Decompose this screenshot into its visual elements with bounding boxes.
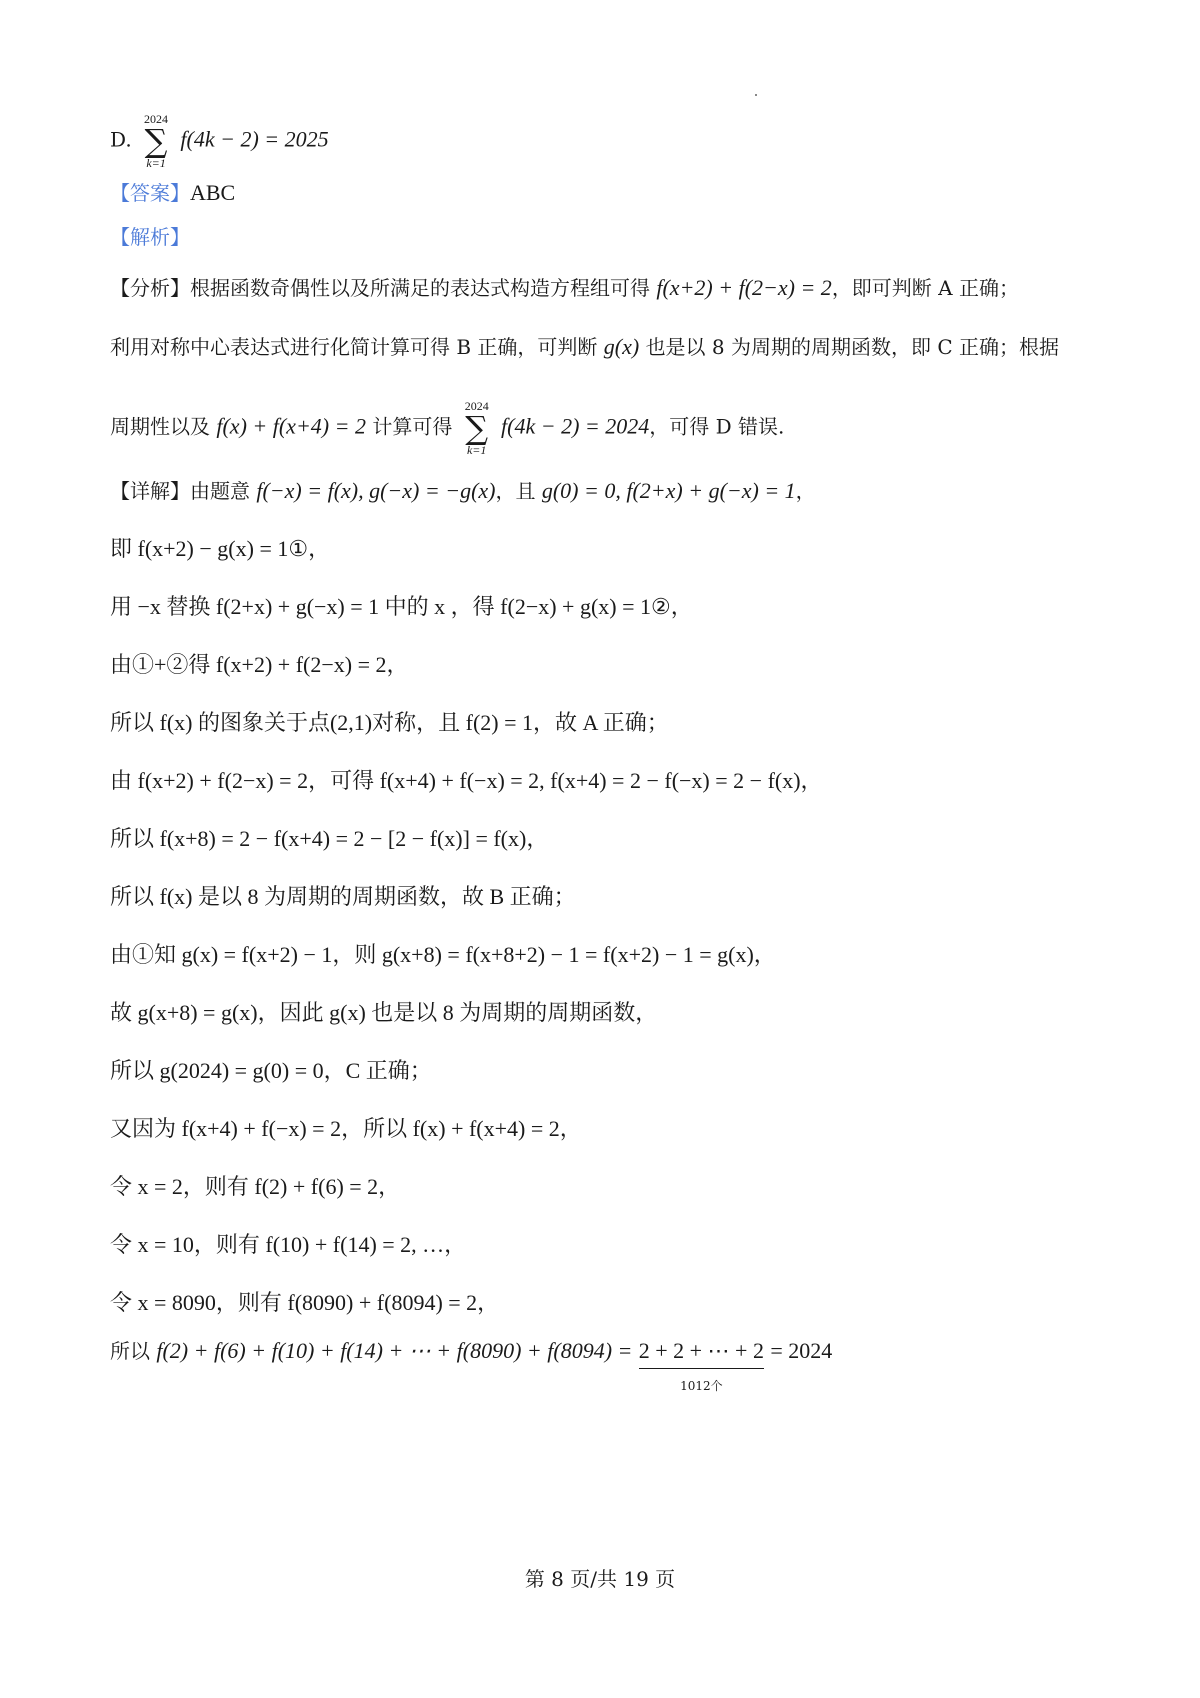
analysis-math-3: f(x) + f(x+4) = 2 (216, 413, 366, 439)
analysis-line-1 (110, 273, 1019, 303)
page-footer: 第 8 页/共 19 页 (524, 1567, 676, 1591)
analysis-text-3b: 计算可得 (372, 414, 453, 439)
detail-text-1b: ，且 (495, 479, 536, 503)
analysis-tag: 【解析】 (110, 225, 190, 249)
detail-text-1a: 由题意 (190, 479, 250, 503)
analysis-text-3a: 周期性以及 (110, 414, 210, 439)
analysis-math-2: g(x) (603, 334, 640, 359)
analysis-line-3 (110, 400, 784, 456)
detail-line-4: 由①+②得 f(x+2) + f(2−x) = 2， (110, 652, 409, 677)
detail-line-6: 由 f(x+2) + f(2−x) = 2，可得 f(x+4) + f(−x) = 2, f(x+4) = 2 − f(−x) = 2 − f(x)， (110, 768, 823, 793)
underbrace (639, 1336, 764, 1401)
option-d-label: D. (110, 127, 132, 152)
analysis-text-1: 根据函数奇偶性以及所满足的表达式构造方程组可得 (190, 276, 650, 300)
detail-text-1c: ， (795, 479, 816, 503)
sum-lower-limit: k=1 (146, 156, 166, 170)
option-d-expression: f(4k − 2) = 2025 (180, 126, 329, 152)
sum-upper-limit: 2024 (144, 112, 169, 126)
detail-line-8: 所以 f(x) 是以 8 为周期的周期函数，故 B 正确； (110, 884, 576, 909)
detail-line-14: 令 x = 10，则有 f(10) + f(14) = 2, …， (110, 1232, 467, 1257)
detail-line-10: 故 g(x+8) = g(x)，因此 g(x) 也是以 8 为周期的周期函数， (110, 1000, 658, 1025)
detail-line-9: 由①知 g(x) = f(x+2) − 1，则 g(x+8) = f(x+8+2) − 1 = f(x+2) − 1 = g(x)， (110, 942, 776, 967)
detail-line-16 (110, 1336, 832, 1401)
answer-line (110, 178, 235, 208)
detail-line-13: 令 x = 2，则有 f(2) + f(6) = 2， (110, 1174, 401, 1199)
sum2-lower-limit: k=1 (466, 443, 487, 457)
detail-math-1: f(−x) = f(x), g(−x) = −g(x) (256, 478, 496, 503)
detail-line-5: 所以 f(x) 的图象关于点(2,1)对称，且 f(2) = 1，故 A 正确； (110, 710, 669, 735)
detail-line-11: 所以 g(2024) = g(0) = 0，C 正确； (110, 1058, 432, 1083)
analysis-heading (110, 222, 190, 252)
detail-text-16a: 所以 (110, 1339, 150, 1363)
analysis-math-1: f(x+2) + f(2−x) = 2 (656, 275, 832, 300)
detail-line-15: 令 x = 8090，则有 f(8090) + f(8094) = 2， (110, 1290, 500, 1315)
sum-symbol: 2024 ∑ k=1 (144, 112, 169, 170)
scan-speck (755, 94, 757, 96)
detail-math-16: f(2) + f(6) + f(10) + f(14) + ⋯ + f(8090) + f(8094) = (156, 1338, 633, 1363)
detail-line-7: 所以 f(x+8) = 2 − f(x+4) = 2 − [2 − f(x)] = f(x)， (110, 826, 549, 851)
answer-value: ABC (190, 180, 236, 205)
detail-math-1b: g(0) = 0, f(2+x) + g(−x) = 1 (541, 478, 796, 503)
analysis-math-3b: f(4k − 2) = 2024 (501, 413, 650, 439)
sum2-upper-limit: 2024 (464, 399, 489, 413)
fenxi-tag: 【分析】 (110, 276, 190, 300)
detail-line-2: 即 f(x+2) − g(x) = 1①， (110, 536, 331, 561)
xiangjie-tag: 【详解】 (110, 479, 190, 503)
analysis-line-2 (110, 332, 1059, 362)
analysis-text-2b: 也是以 8 为周期的周期函数，即 C 正确；根据 (645, 335, 1060, 359)
detail-line-1 (110, 476, 816, 506)
detail-line-3: 用 −x 替换 f(2+x) + g(−x) = 1 中的 x ，得 f(2−x) + g(x) = 1②， (110, 594, 693, 619)
underbrace-label: 1012个 (639, 1368, 764, 1401)
analysis-tail-3: ，可得 D 错误. (649, 414, 785, 439)
answer-tag: 【答案】 (110, 181, 190, 205)
option-d (110, 113, 329, 169)
sum-symbol-2: 2024 ∑ k=1 (464, 399, 489, 457)
detail-line-12: 又因为 f(x+4) + f(−x) = 2，所以 f(x) + f(x+4) = 2， (110, 1116, 582, 1141)
detail-tail-16: = 2024 (770, 1338, 833, 1363)
underbrace-expression: 2 + 2 + ⋯ + 2 (638, 1338, 764, 1363)
analysis-tail-1: ，即可判断 A 正确； (831, 276, 1019, 300)
analysis-text-2a: 利用对称中心表达式进行化简计算可得 B 正确，可判断 (110, 335, 598, 359)
